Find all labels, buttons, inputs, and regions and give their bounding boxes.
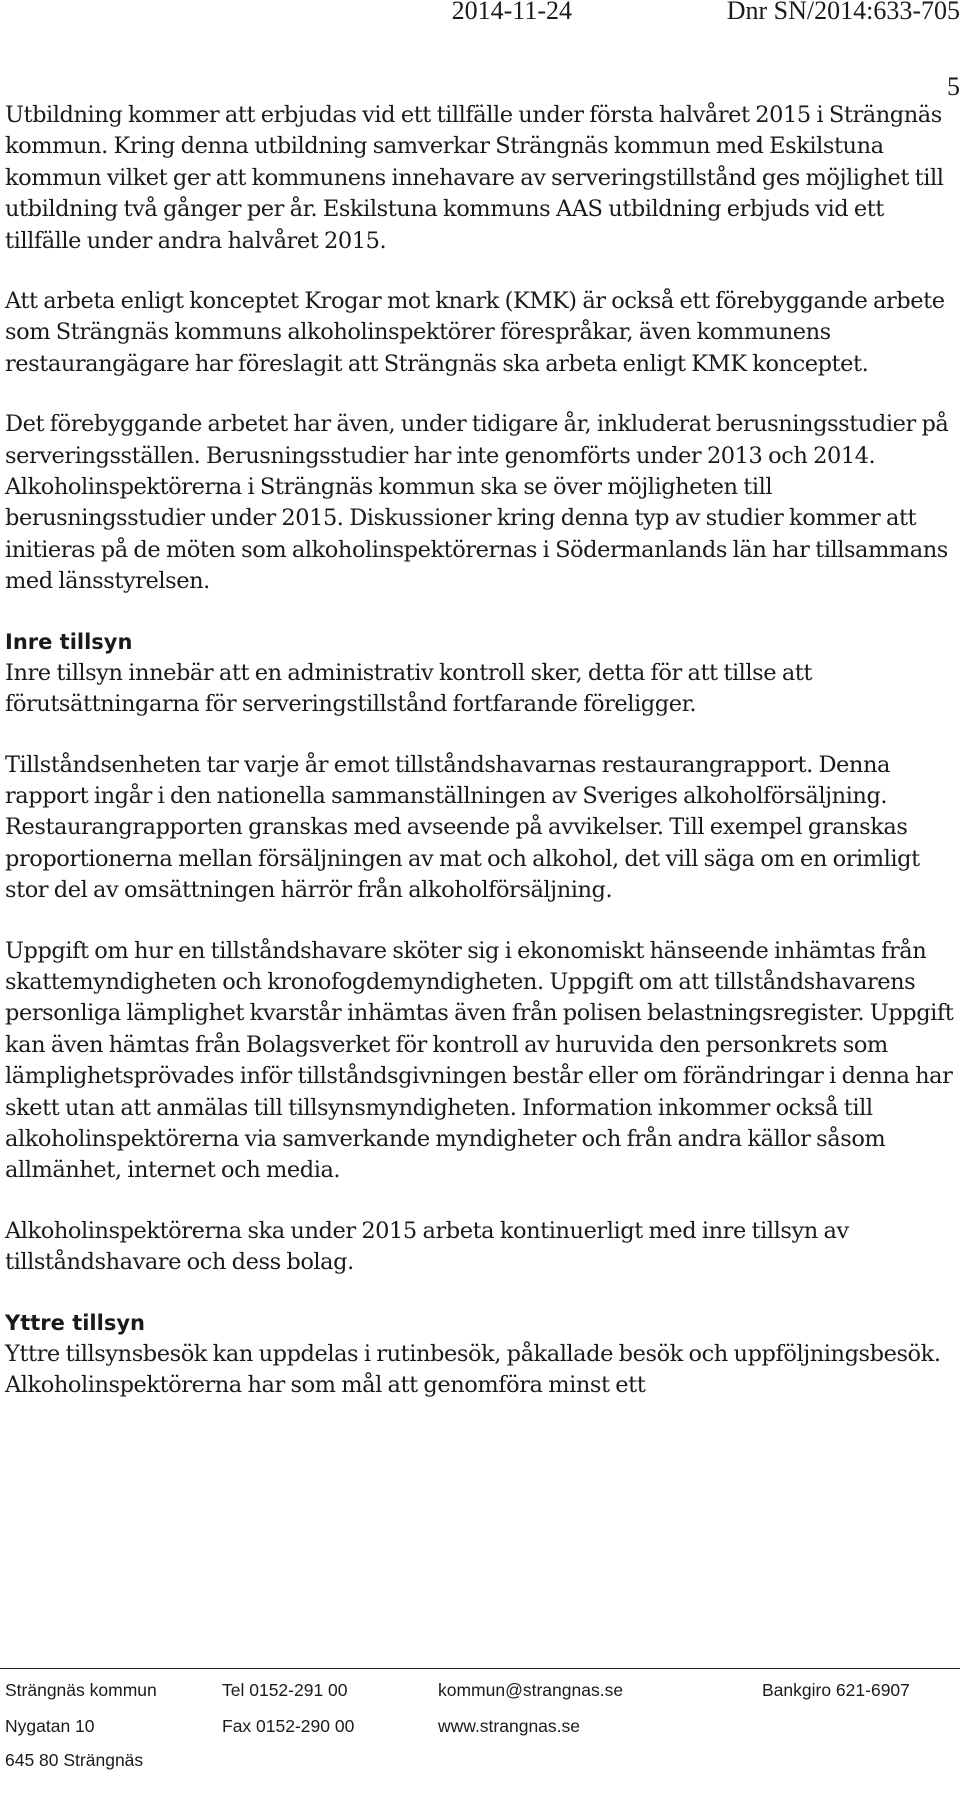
footer-postal-address: 645 80 Strängnäs (5, 1750, 144, 1770)
paragraph-restaurant-report: Tillståndsenheten tar varje år emot tillståndshavarnas restaurangrapport. Denna rapport ingår i den nationella sammanställningen av Sveriges alkoholförsäljning. Restaurangrapporten granskas med avseende på avvikelser. Till exempel granskas proportionerna mellan försäljningen av mat och alkohol, det vill säga om en orimligt stor del av omsättningen härrör från alkoholförsäljning. (5, 751, 920, 904)
paragraph-yttre-tillsyn: Yttre tillsynsbesök kan uppdelas i rutinbesök, påkallade besök och uppföljningsbesök. Alkoholinspektörerna har som mål att genomföra minst ett (5, 1340, 941, 1398)
page-number: 5 (947, 72, 960, 101)
footer-telephone: Tel 0152-291 00 (222, 1680, 348, 1700)
footer-organization: Strängnäs kommun (5, 1680, 157, 1700)
paragraph-information-sources: Uppgift om hur en tillståndshavare sköter sig i ekonomiskt hänseende inhämtas från skattemyndigheten och kronofogdemyndigheten. Uppgift om att tillståndshavarens personliga lämplighet kvarstår inhämtas även från polisen belastningsregister. Uppgift kan även hämtas från Bolagsverket för kontroll av huruvida den personkrets som lämplighetsprövades inför tillståndsgivningen består eller om förändringar i denna har skett utan att anmälas till tillsynsmyndigheten. Information inkommer också till alkoholinspektörerna via samverkande myndigheter och från andra källor såsom allmänhet, internet och media. (5, 937, 954, 1184)
footer-fax: Fax 0152-290 00 (222, 1716, 355, 1736)
footer-website-link[interactable]: www.strangnas.se (438, 1716, 581, 1736)
footer-email-link[interactable]: kommun@strangnas.se (438, 1680, 624, 1700)
document-body (5, 100, 955, 1401)
paragraph-intoxication-studies: Det förebyggande arbetet har även, under tidigare år, inkluderat berusningsstudier på serveringsställen. Berusningsstudier har inte genomförts under 2013 och 2014. Alkoholinspektörerna i Strängnäs kommun ska se över möjligheten till berusningsstudier under 2015. Diskussioner kring denna typ av studier kommer att initieras på de möten som alkoholinspektörernas i Södermanlands län har tillsammans med länsstyrelsen. (5, 411, 949, 595)
paragraph-inre-tillsyn-intro: Inre tillsyn innebär att en administrativ kontroll sker, detta för att tillse att förutsättningarna för serveringstillstånd fortfarande föreligger. (5, 659, 812, 718)
footer-divider (0, 1668, 960, 1669)
footer-street-address: Nygatan 10 (5, 1716, 95, 1736)
heading-yttre-tillsyn: Yttre tillsyn (5, 1310, 145, 1335)
paragraph-kmk: Att arbeta enligt konceptet Krogar mot knark (KMK) är också ett förebyggande arbete som Strängnäs kommuns alkoholinspektörer förespråkar, även kommunens restaurangägare har föreslagit att Strängnäs ska arbeta enligt KMK konceptet. (5, 288, 945, 377)
page-header (0, 0, 960, 30)
paragraph-education: Utbildning kommer att erbjudas vid ett tillfälle under första halvåret 2015 i Strängnäs kommun. Kring denna utbildning samverkar Strängnäs kommun med Eskilstuna kommun vilket ger att kommunens innehavare av serveringstillstånd ges möjlighet till utbildning två gånger per år. Eskilstuna kommuns AAS utbildning erbjuds vid ett tillfälle under andra halvåret 2015. (5, 102, 944, 254)
header-date: 2014-11-24 (451, 0, 572, 25)
heading-inre-tillsyn: Inre tillsyn (5, 629, 133, 654)
footer-bankgiro: Bankgiro 621-6907 (762, 1680, 910, 1700)
paragraph-inre-tillsyn-2015: Alkoholinspektörerna ska under 2015 arbeta kontinuerligt med inre tillsyn av tillståndshavare och dess bolag. (5, 1217, 849, 1276)
header-case-number: Dnr SN/2014:633-705 (726, 0, 960, 25)
